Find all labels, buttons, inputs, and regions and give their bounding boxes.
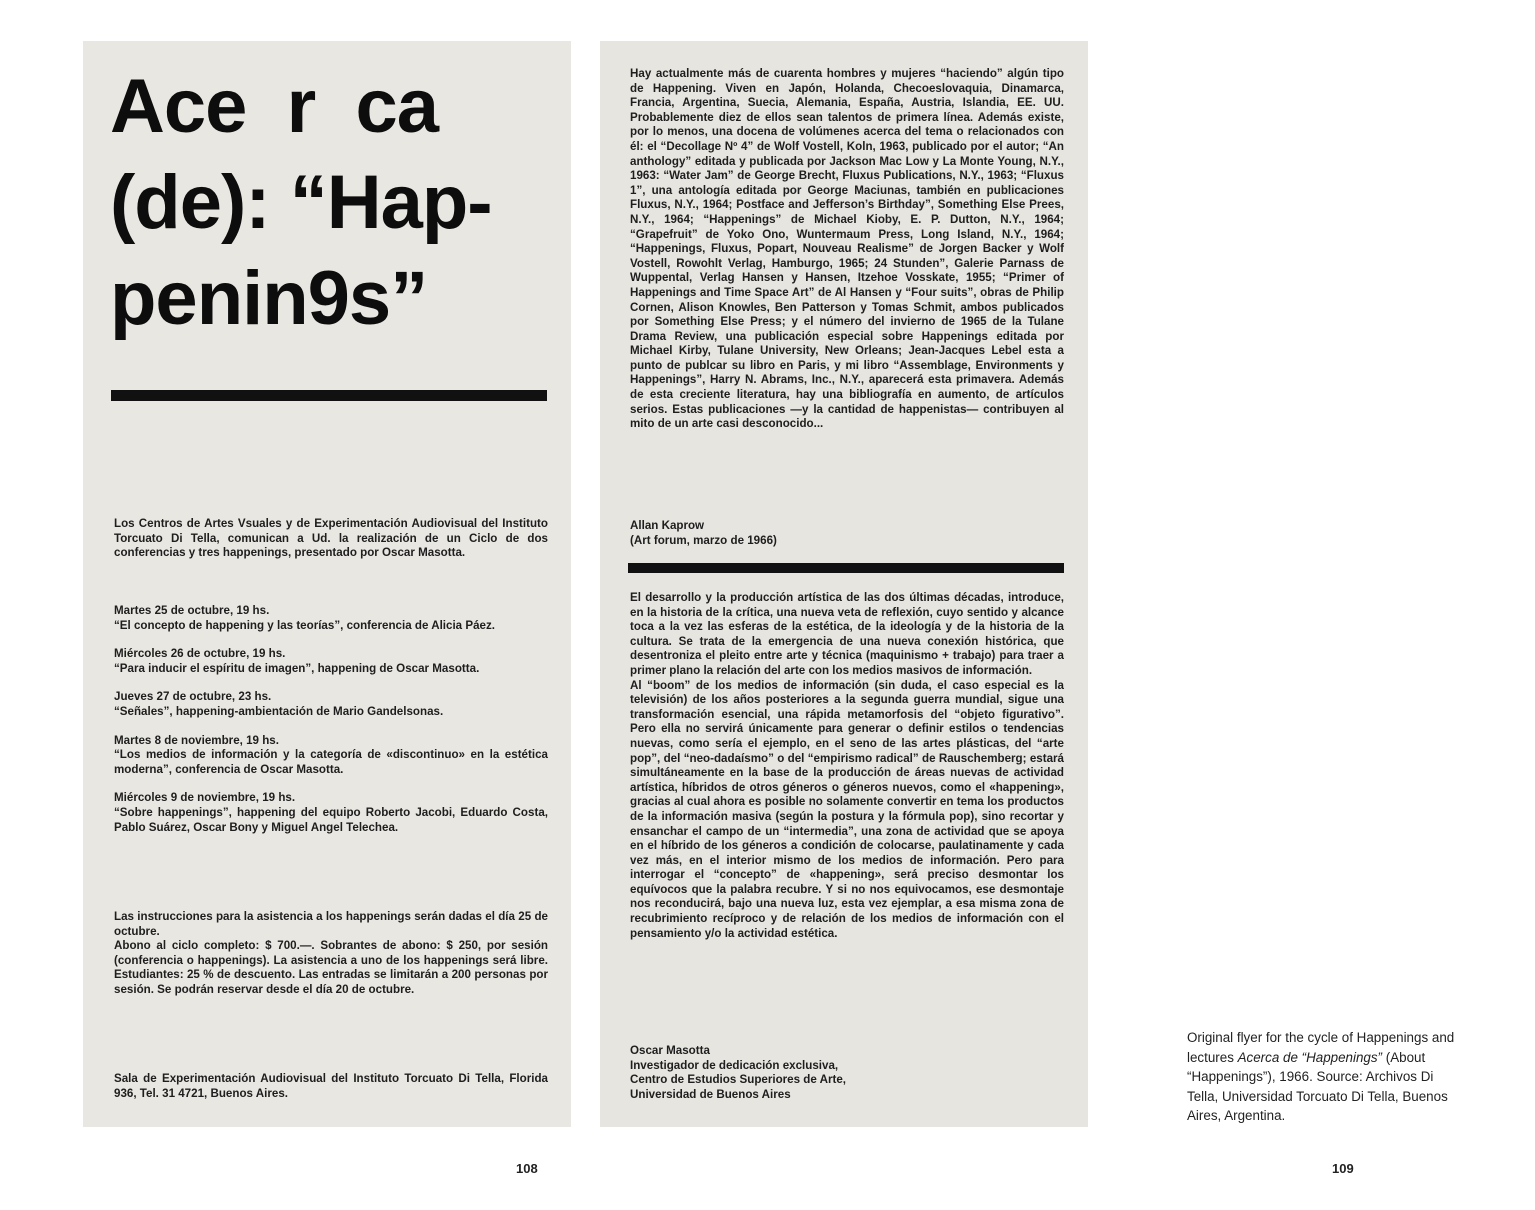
black-divider-bar [111, 390, 547, 401]
event-date: Martes 8 de noviembre, 19 hs. [114, 733, 279, 747]
instructions-line: Las instrucciones para la asistencia a los happenings serán dadas el día 25 de octubre. [114, 910, 548, 938]
figure-caption [1187, 1028, 1457, 1126]
event-item [114, 604, 548, 633]
masotta-essay [630, 591, 1064, 941]
kaprow-signature [630, 519, 1064, 548]
event-description: “Los medios de información y la categoría de «discontinuo» en la estética moderna”, conferencia de Oscar Masotta. [114, 748, 548, 776]
event-description: “Para inducir el espíritu de imagen”, happening de Oscar Masotta. [114, 661, 480, 675]
venue-address [114, 1072, 548, 1101]
page-number-right: 109 [1332, 1161, 1354, 1176]
event-date: Jueves 27 de octubre, 23 hs. [114, 690, 272, 704]
flyer-title [110, 59, 560, 347]
attendance-instructions [114, 910, 548, 998]
right-flyer-page [600, 41, 1088, 1127]
left-flyer-page [83, 41, 571, 1127]
signature-line: Universidad de Buenos Aires [630, 1087, 791, 1101]
event-description: “El concepto de happening y las teorías”, conferencia de Alicia Páez. [114, 618, 495, 632]
event-item [114, 690, 548, 719]
event-schedule [114, 604, 548, 849]
intro-text: Los Centros de Artes Vsuales y de Experimentación Audiovisual del Instituto Torcuato Di Tella, comunican a Ud. la realización de un Ciclo de dos conferencias y tres happenings, presentado por Oscar Masotta. [114, 517, 548, 560]
title-line: (de): “Hap- [110, 160, 492, 245]
venue-text: Sala de Experimentación Audiovisual del Instituto Torcuato Di Tella, Florida 936, Tel. 31 4721, Buenos Aires. [114, 1072, 548, 1100]
event-description: “Señales”, happening-ambientación de Mario Gandelsonas. [114, 704, 444, 718]
signature-line: Investigador de dedicación exclusiva, [630, 1058, 839, 1072]
kaprow-quote-text: Hay actualmente más de cuarenta hombres y mujeres “haciendo” algún tipo de Happening. Viven en Japón, Holanda, Checoeslovaquia, Dinamarca, Francia, Argentina, Suecia, Alemania, España, Austria, Islandia, EE. UU. Probablemente diez de ellos sean talentos de primera línea. Además existe, por lo menos, una docena de volúmenes acerca del tema o relacionados con él: el “Decollage Nº 4” de Wolf Vostell, Koln, 1963, publicado por el autor; “An anthology” editada y publicada por Jackson Mac Low y La Monte Young, N.Y., 1963: “Water Jam” de George Brecht, Fluxus Publications, N.Y., 1963; “Fluxus 1”, una antología editada por George Maciunas, también en publicaciones Fluxus, N.Y., 1964; Postface and Jefferson’s Birthday”, Something Else Prees, N.Y., 1964; “Happenings” de Michael Kioby, E. P. Dutton, N.Y., 1964; “Grapefruit” de Yoko Ono, Wuntermaum Press, Long Island, N.Y., 1964; “Happenings, Fluxus, Popart, Nouveau Realisme” de Jorgen Backer y Wolf Vostell, Rowohlt Verlag, Hamburgo, 1965; 24 Stunden”, Galerie Parnass de Wuppental, Verlag Hansen y Hansen, Itzehoe Vosskate, 1955; “Primer of Happenings and Time Space Art” de Al Hansen y “Four suits”, obras de Philip Cornen, Alison Knowles, Ben Patterson y Tomas Schmit, ambos publicados por Something Else Press; y el número del invierno de 1965 de la Tulane Drama Review, una publicación especial sobre Happenings editada por Michael Kirby, Tulane University, New Orleans; Jean-Jacques Lebel esta a punto de publcar su libro en Paris, y mi libro “Assemblage, Environments y Happenings”, Harry N. Abrams, Inc., N.Y., aparecerá esta primavera. Además de esta creciente literatura, hay una bibliografía en aumento, de artículos serios. Estas publicaciones —y la cantidad de happenistas— contribuyen al mito de un arte casi desconocido... [630, 67, 1064, 431]
event-description: “Sobre happenings”, happening del equipo Roberto Jacobi, Eduardo Costa, Pablo Suárez, Oscar Bony y Miguel Angel Telechea. [114, 805, 548, 834]
event-item [114, 791, 548, 835]
instructions-line: Abono al ciclo completo: $ 700.—. Sobrantes de abono: $ 250, por sesión (conferencia o happenings). La asistencia a uno de los happenings será libre. Estudiantes: 25 % de descuento. Las entradas se limitarán a 200 personas por sesión. Se podrán reservar desde el día 20 de octubre. [114, 939, 548, 996]
signature-line: (Art forum, marzo de 1966) [630, 533, 777, 547]
page-number-left: 108 [516, 1161, 538, 1176]
essay-paragraph: El desarrollo y la producción artística de las dos últimas décadas, introduce, en la historia de la crítica, una nueva veta de reflexión, cuyo sentido y alcance toca a la vez las esferas de la estética, de la ideología y de la historia de la cultura. Se trata de la emergencia de una nueva conexión histórica, que desentroniza el pleito entre arte y técnica (maquinismo + trabajo) para traer a primer plano la relación del arte con los medios masivos de información. [630, 591, 1064, 677]
event-date: Miércoles 9 de noviembre, 19 hs. [114, 791, 296, 805]
title-line: Ace r ca [110, 64, 438, 149]
signature-line: Centro de Estudios Superiores de Arte, [630, 1073, 847, 1087]
masotta-signature [630, 1044, 1064, 1102]
signature-line: Oscar Masotta [630, 1044, 710, 1057]
announcement-intro [114, 517, 548, 561]
kaprow-quote [630, 67, 1064, 432]
signature-line: Allan Kaprow [630, 519, 705, 532]
event-date: Miércoles 26 de octubre, 19 hs. [114, 647, 286, 661]
event-item [114, 647, 548, 676]
event-date: Martes 25 de octubre, 19 hs. [114, 604, 270, 617]
caption-text: Original flyer for the cycle of Happenings and lectures [1187, 1030, 1455, 1065]
caption-title: Acerca de “Happenings” [1237, 1049, 1383, 1065]
title-line: penin9s” [110, 256, 428, 341]
caption-text: (About “Happenings”), 1966. Source: Archivos Di Tella, Universidad Torcuato Di Tella, Buenos Aires, Argentina. [1187, 1049, 1448, 1123]
event-item [114, 734, 548, 778]
essay-paragraph: Al “boom” de los medios de información (sin duda, el caso especial es la televisión) de los años posteriores a la segunda guerra mundial, sigue una transformación esencial, una rápida metamorfosis del “objeto figurativo”. Pero ella no servirá únicamente para generar o definir estilos o tendencias nuevas, como sería el ejemplo, en el seno de las artes plásticas, del “arte pop”, del “neo-dadaísmo” o del “empirismo radical” de Rauschemberg; estará simultáneamente en la base de la producción de áreas nuevas de actividad artística, híbridos de otros géneros o géneros nuevos, como el «happening», gracias al cual ahora es posible no solamente convertir en tema los productos de la información masiva (según la postura y la fórmula pop), sino recortar y ensanchar el campo de un “intermedia”, una zona de actividad que se apoya en el híbrido de los géneros a condición de colocarse, paulatinamente y cada vez más, en el interior mismo de los medios de información. Pero para interrogar el “concepto” de «happening», será preciso desmontar los equívocos que la palabra recubre. Y si no nos equivocamos, ese desmontaje nos reconducirá, bajo una nueva luz, esta vez ejemplar, a esa misma zona de recubrimiento recíproco y de relación de los medios de información con el pensamiento y/o la actividad estética. [630, 678, 1064, 940]
black-divider-bar [628, 563, 1064, 573]
